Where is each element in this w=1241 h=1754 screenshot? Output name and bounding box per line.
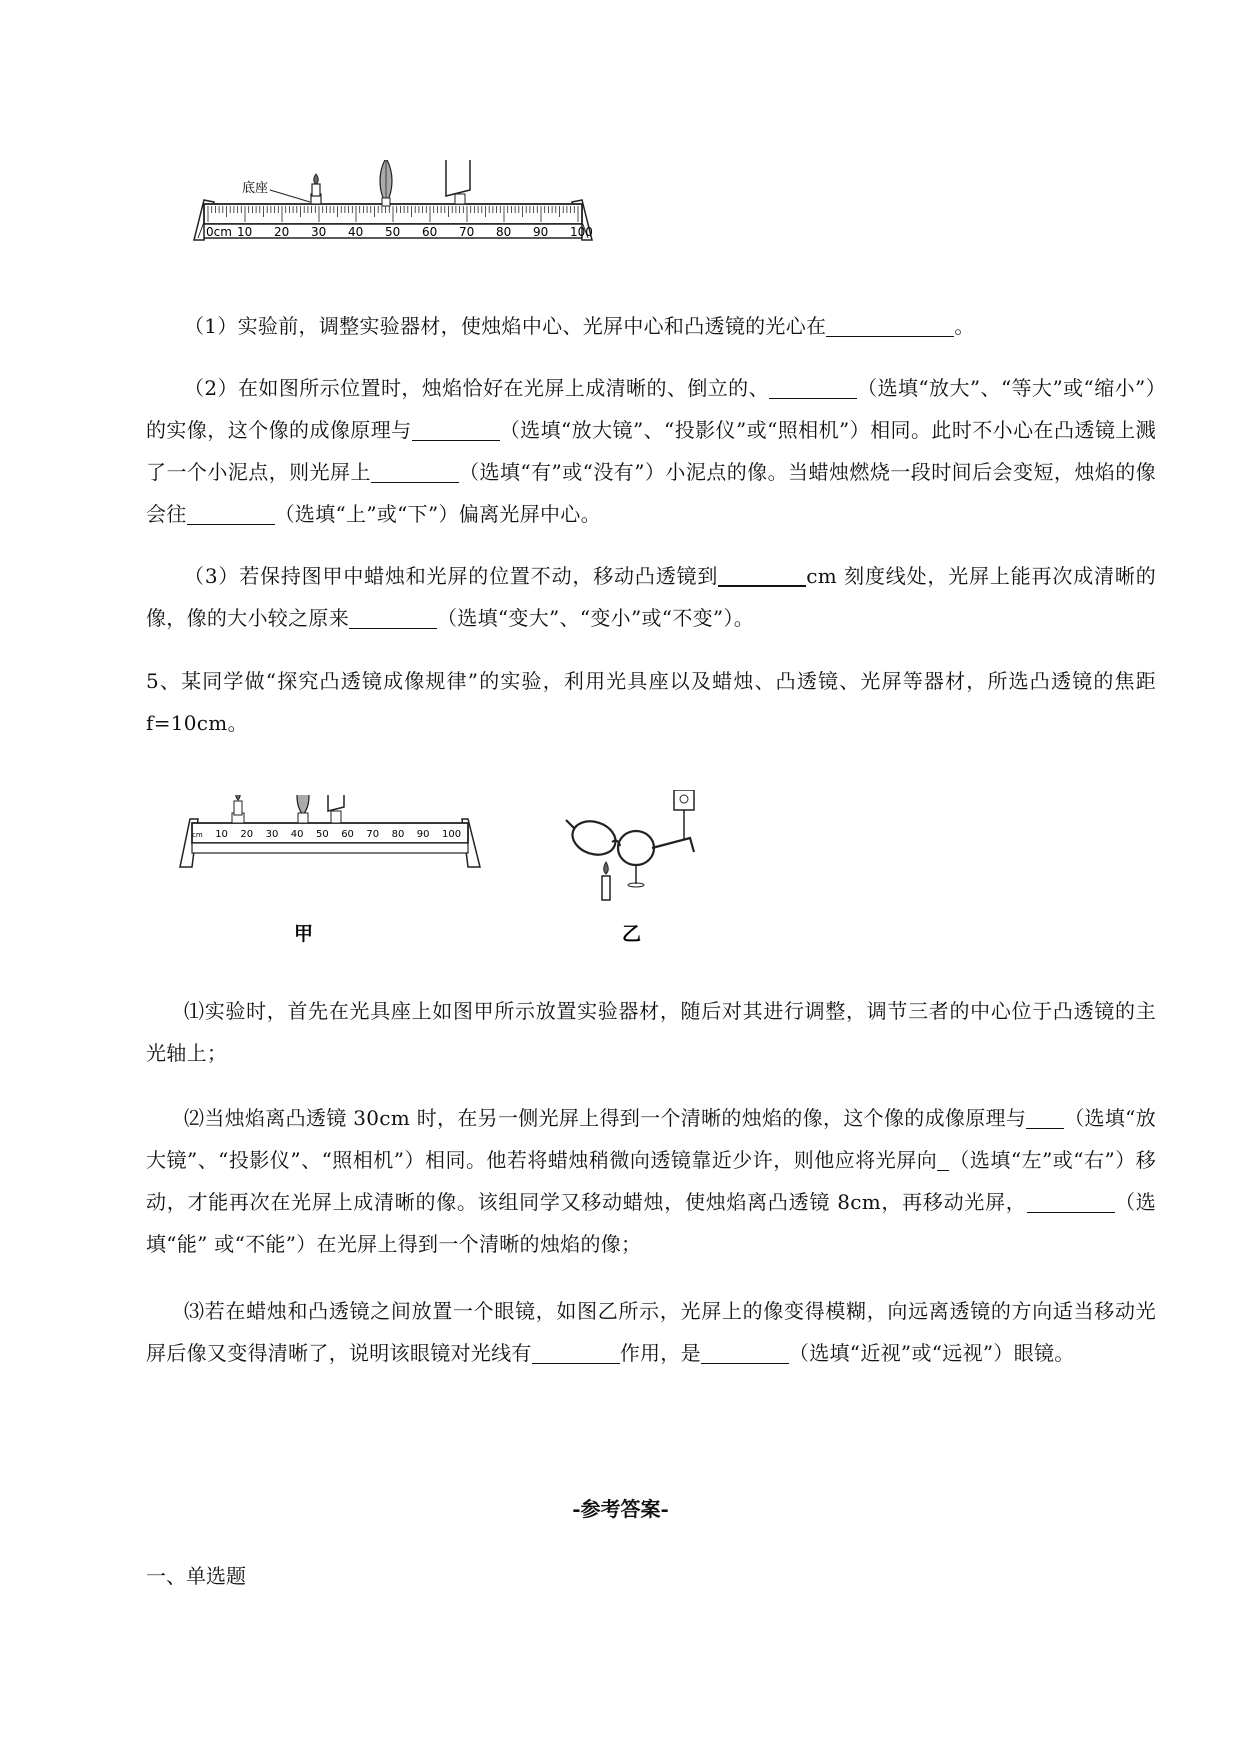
optical-bench-figure-jia — [176, 795, 486, 945]
glasses-figure-yi — [560, 790, 710, 945]
ruler-label: 40 — [290, 829, 304, 840]
ruler-label: 80 — [496, 225, 512, 239]
answer-blank[interactable] — [187, 502, 275, 525]
q4-part2: （2）在如图所示位置时，烛焰恰好在光屏上成清晰的、倒立的、 （选填“放大”、“等大”或“缩小”）的实像，这个像的成像原理与 （选填“放大镜”、“投影仪”或“照相机”）相同。此时不小心在凸透镜上溅了一个小泥点，则光屏上 （选填“有”或“没有”）小泥点的像。当蜡烛燃烧一段时间后会变短，烛焰的像会往 （选填“上”或“下”）偏离光屏中心。 — [146, 376, 1156, 526]
ruler-label: 60 — [422, 225, 438, 239]
candle — [232, 795, 244, 823]
answer-blank[interactable] — [412, 418, 500, 441]
section-heading: 一、单选题 — [146, 1564, 246, 1588]
convex-lens — [297, 795, 309, 823]
ruler-label: 100 — [442, 829, 462, 840]
q4-part3: （3）若保持图甲中蜡烛和光屏的位置不动，移动凸透镜到 cm 刻度线处，光屏上能再次成清晰的像，像的大小较之原来 （选填“变大”、“变小”或“不变”）。 — [146, 564, 1156, 630]
convex-lens — [380, 160, 392, 206]
figure-label-yi: 乙 — [622, 923, 642, 945]
answer-blank[interactable] — [371, 460, 459, 483]
ruler-label: 60 — [341, 829, 354, 840]
candle — [311, 174, 321, 204]
ruler-label: 70 — [366, 829, 380, 840]
ruler-label: 70 — [459, 225, 475, 239]
eyeglasses — [566, 816, 694, 865]
ruler-label: 20 — [274, 225, 290, 239]
answer-blank[interactable] — [937, 1148, 949, 1171]
candle — [602, 862, 610, 900]
answer-blank[interactable] — [769, 376, 857, 399]
answer-blank[interactable] — [1027, 1190, 1115, 1213]
answers-title: -参考答案- — [572, 1497, 669, 1521]
ruler-label: 90 — [416, 829, 430, 840]
q5-part3: ⑶若在蜡烛和凸透镜之间放置一个眼镜，如图乙所示，光屏上的像变得模糊，向远离透镜的方向适当移动光屏后像又变得清晰了，说明该眼镜对光线有 作用，是 （选填“近视”或“远视”）眼镜。 — [146, 1299, 1156, 1365]
answer-blank[interactable] — [349, 606, 437, 629]
ruler-label: 0cm — [206, 225, 232, 239]
ruler-label: 40 — [348, 225, 364, 239]
ruler-label: 10 — [215, 829, 228, 840]
answer-blank[interactable] — [532, 1341, 620, 1364]
ruler-label: 50 — [316, 829, 329, 840]
base-label: 底座 — [242, 181, 269, 196]
answer-blank[interactable] — [1026, 1106, 1064, 1129]
ruler-label: cm — [192, 831, 203, 839]
light-screen — [446, 160, 470, 204]
answer-blank[interactable] — [826, 314, 954, 337]
figure-label-jia: 甲 — [294, 923, 314, 945]
q4-part1: （1）实验前，调整实验器材，使烛焰中心、光屏中心和凸透镜的光心在 。 — [184, 314, 975, 338]
light-screen — [328, 795, 344, 823]
q5-intro: 5、某同学做“探究凸透镜成像规律”的实验，利用光具座以及蜡烛、凸透镜、光屏等器材，所选凸透镜的焦距 f=10cm。 — [146, 669, 1156, 735]
answer-blank[interactable] — [701, 1341, 789, 1364]
optical-bench-figure-1 — [190, 160, 610, 275]
ruler-label: 80 — [391, 829, 405, 840]
ruler-label: 30 — [265, 829, 279, 840]
ruler-label: 50 — [385, 225, 401, 239]
answer-blank[interactable] — [718, 563, 806, 587]
ruler-label: 90 — [533, 225, 549, 239]
q5-part2: ⑵当烛焰离凸透镜 30cm 时，在另一侧光屏上得到一个清晰的烛焰的像，这个像的成像原理与 （选填“放大镜”、“投影仪”、“照相机”）相同。他若将蜡烛稍微向透镜靠近少许，则他应将光屏向 （选填“左”或“右”）移动，才能再次在光屏上成清晰的像。该组同学又移动蜡烛，使烛焰离凸透镜 8cm，再移动光屏， （选填“能” 或“不能”）在光屏上得到一个清晰的烛焰的像； — [146, 1106, 1156, 1256]
ruler-label: 20 — [240, 829, 254, 840]
q5-part1: ⑴实验时，首先在光具座上如图甲所示放置实验器材，随后对其进行调整，调节三者的中心位于凸透镜的主光轴上； — [146, 999, 1156, 1065]
ruler-label: 10 — [237, 225, 253, 239]
ruler-label: 30 — [311, 225, 327, 239]
ruler-label: 100 — [570, 225, 593, 239]
light-screen — [674, 790, 694, 840]
